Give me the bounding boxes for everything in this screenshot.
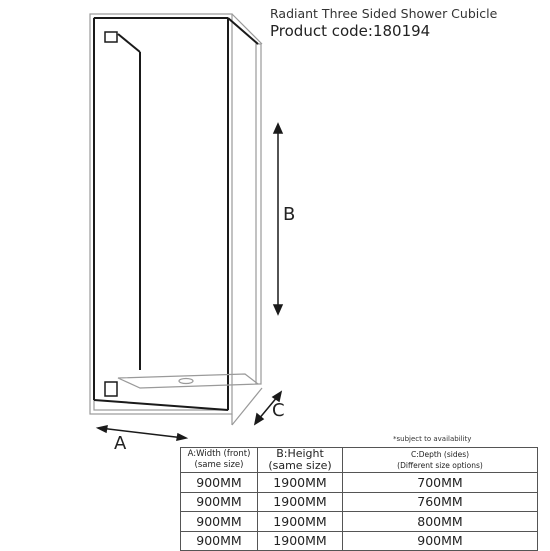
cell-width: 900MM (181, 492, 258, 512)
header-width (181, 448, 258, 473)
header-height (258, 448, 343, 473)
shower-tray (118, 374, 258, 388)
cell-depth: 900MM (343, 531, 538, 551)
cell-depth: 760MM (343, 492, 538, 512)
dimension-arrow-a (98, 426, 186, 440)
cell-height: 1900MM (258, 531, 343, 551)
side-panel (232, 14, 262, 425)
hinge-bottom (105, 382, 117, 396)
cell-width: 900MM (181, 531, 258, 551)
cell-height: 1900MM (258, 473, 343, 493)
cell-height: 1900MM (258, 492, 343, 512)
diagram-title: Radiant Three Sided Shower Cubicle (270, 6, 498, 21)
header-height-line2: (same size) (268, 459, 332, 472)
dimension-arrow-b (274, 124, 282, 314)
dimension-label-c: C (272, 400, 285, 421)
table-row (181, 473, 538, 493)
header-depth-line2: (Different size options) (397, 461, 483, 470)
table-row (181, 512, 538, 532)
product-code: Product code:180194 (270, 22, 431, 40)
table-row (181, 531, 538, 551)
size-table (180, 447, 538, 551)
header-depth-line1: C:Depth (sides) (410, 450, 470, 459)
hinge-top (105, 32, 117, 42)
door-outline (94, 18, 258, 410)
table-row (181, 492, 538, 512)
cell-depth: 700MM (343, 473, 538, 493)
dimension-label-b: B (283, 204, 296, 225)
header-depth (343, 448, 538, 473)
cell-height: 1900MM (258, 512, 343, 532)
header-width-line1: A:Width (front) (187, 449, 251, 459)
header-width-line2: (same size) (194, 460, 244, 470)
cell-width: 900MM (181, 512, 258, 532)
cell-depth: 800MM (343, 512, 538, 532)
cell-width: 900MM (181, 473, 258, 493)
dimension-label-a: A (114, 433, 127, 454)
back-frame (90, 14, 232, 414)
header-height-line1: B:Height (276, 447, 324, 460)
table-header-row (181, 448, 538, 473)
availability-note: *subject to availability (393, 435, 472, 443)
